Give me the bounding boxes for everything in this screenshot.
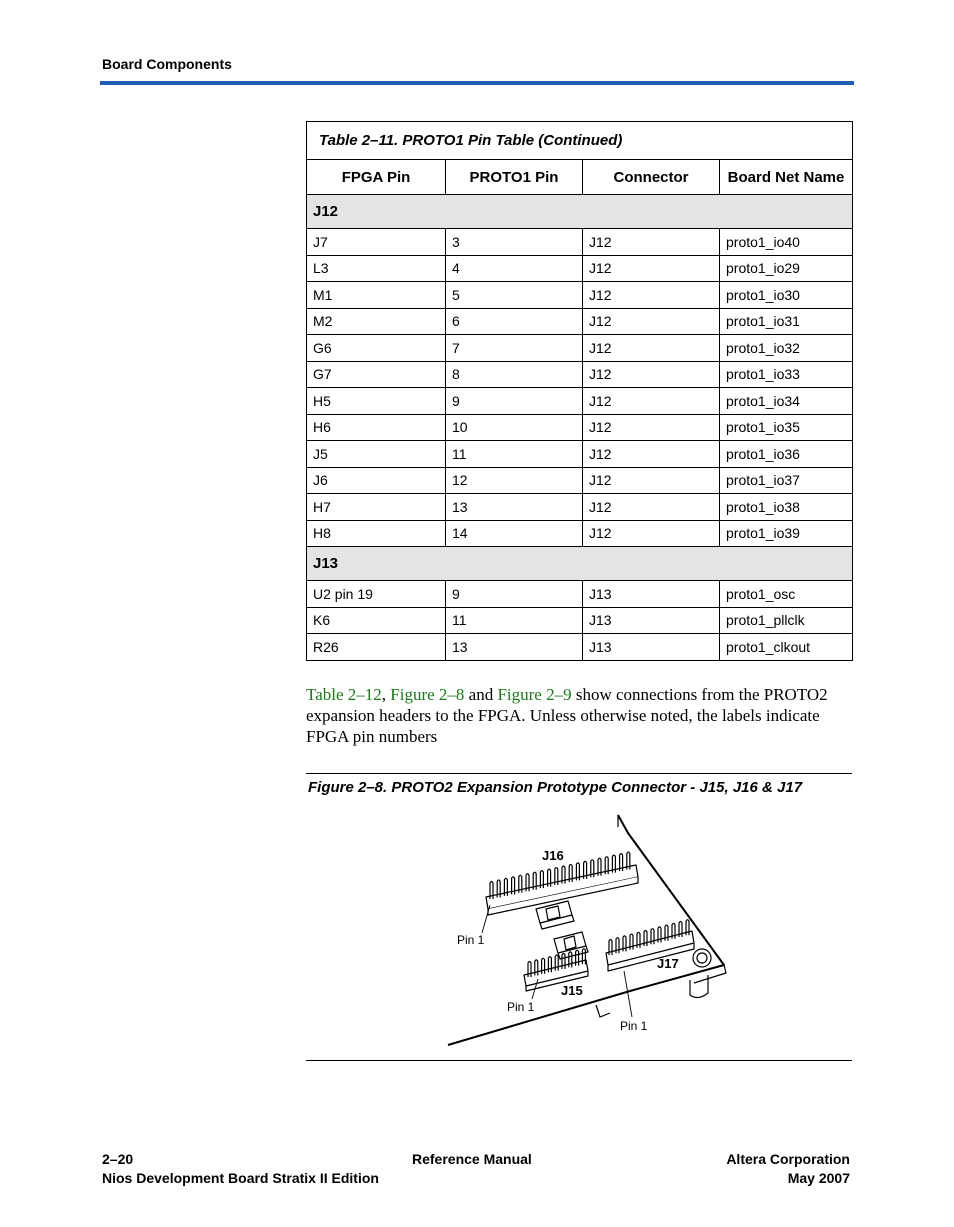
table-cell: proto1_clkout bbox=[720, 634, 853, 661]
paragraph-text: , bbox=[381, 685, 391, 704]
table-cell: J12 bbox=[583, 361, 720, 388]
document-type: Reference Manual bbox=[412, 1151, 532, 1167]
table-row bbox=[307, 607, 853, 634]
page-number: 2–20 bbox=[102, 1151, 134, 1167]
j17-header bbox=[606, 920, 694, 971]
table-cell: J12 bbox=[583, 441, 720, 468]
table-cell: proto1_io38 bbox=[720, 494, 853, 521]
j16-label: J16 bbox=[542, 848, 564, 863]
table-row bbox=[307, 414, 853, 441]
table-cell: J13 bbox=[583, 581, 720, 608]
table-cell: J12 bbox=[583, 494, 720, 521]
table-cell: proto1_io30 bbox=[720, 282, 853, 309]
section-header: Board Components bbox=[102, 56, 232, 72]
table-group-row bbox=[307, 547, 853, 581]
table-cell: G6 bbox=[307, 335, 446, 362]
table-cell: 14 bbox=[446, 520, 583, 547]
table-cell: K6 bbox=[307, 607, 446, 634]
table-cell: G7 bbox=[307, 361, 446, 388]
table-cell: proto1_io35 bbox=[720, 414, 853, 441]
figure-2-9-link[interactable]: Figure 2–9 bbox=[497, 685, 572, 704]
company-name: Altera Corporation bbox=[726, 1151, 850, 1167]
table-row bbox=[307, 229, 853, 256]
table-cell: R26 bbox=[307, 634, 446, 661]
table-row bbox=[307, 520, 853, 547]
proto2-connector-figure bbox=[306, 805, 852, 1055]
table-cell: 12 bbox=[446, 467, 583, 494]
table-cell: J6 bbox=[307, 467, 446, 494]
table-cell: 4 bbox=[446, 255, 583, 282]
table-row bbox=[307, 581, 853, 608]
paragraph-text: and bbox=[464, 685, 498, 704]
table-row bbox=[307, 388, 853, 415]
table-cell: 11 bbox=[446, 607, 583, 634]
table-cell: proto1_io33 bbox=[720, 361, 853, 388]
table-row bbox=[307, 335, 853, 362]
table-row bbox=[307, 467, 853, 494]
table-cell: M2 bbox=[307, 308, 446, 335]
mounting-hole bbox=[693, 949, 711, 967]
table-cell: 9 bbox=[446, 388, 583, 415]
publication-date: May 2007 bbox=[787, 1170, 850, 1186]
j17-label: J17 bbox=[657, 956, 679, 971]
paragraph-text: show connections from the PROTO2 expansion headers to the FPGA. Unless otherwise noted, the labels indicate FPGA pin numbers bbox=[306, 685, 828, 746]
table-row bbox=[307, 308, 853, 335]
table-cell: J13 bbox=[583, 634, 720, 661]
table-cell: 8 bbox=[446, 361, 583, 388]
table-cell: H7 bbox=[307, 494, 446, 521]
table-cell: J5 bbox=[307, 441, 446, 468]
figure-2-8-link[interactable]: Figure 2–8 bbox=[390, 685, 465, 704]
table-cell: 5 bbox=[446, 282, 583, 309]
table-cell: 6 bbox=[446, 308, 583, 335]
table-cell: H5 bbox=[307, 388, 446, 415]
table-cell: J12 bbox=[583, 520, 720, 547]
table-row bbox=[307, 361, 853, 388]
table-cell: J12 bbox=[583, 414, 720, 441]
table-cell: L3 bbox=[307, 255, 446, 282]
table-cell: J7 bbox=[307, 229, 446, 256]
table-row bbox=[307, 634, 853, 661]
table-row bbox=[307, 494, 853, 521]
table-cell: proto1_io32 bbox=[720, 335, 853, 362]
document-subtitle: Nios Development Board Stratix II Edition bbox=[102, 1170, 379, 1186]
column-header: PROTO1 Pin bbox=[446, 160, 583, 195]
table-cell: 9 bbox=[446, 581, 583, 608]
pin1-label: Pin 1 bbox=[620, 1019, 648, 1033]
table-cell: H8 bbox=[307, 520, 446, 547]
table-cell: J12 bbox=[583, 388, 720, 415]
group-label: J13 bbox=[307, 547, 853, 581]
figure-rule-bottom bbox=[306, 1060, 852, 1061]
table-cell: J12 bbox=[583, 335, 720, 362]
table-cell: 13 bbox=[446, 634, 583, 661]
table-cell: proto1_io39 bbox=[720, 520, 853, 547]
table-cell: 7 bbox=[446, 335, 583, 362]
body-paragraph bbox=[306, 684, 852, 747]
table-cell: J13 bbox=[583, 607, 720, 634]
table-2-12-link[interactable]: Table 2–12 bbox=[306, 685, 382, 704]
table-row bbox=[307, 282, 853, 309]
table-cell: H6 bbox=[307, 414, 446, 441]
table-cell: proto1_io29 bbox=[720, 255, 853, 282]
table-caption: Table 2–11. PROTO1 Pin Table (Continued) bbox=[307, 122, 853, 160]
header-rule bbox=[100, 81, 854, 85]
table-row bbox=[307, 441, 853, 468]
column-header: Connector bbox=[583, 160, 720, 195]
pin1-label: Pin 1 bbox=[507, 1000, 535, 1014]
table-cell: J12 bbox=[583, 229, 720, 256]
table-cell: J12 bbox=[583, 308, 720, 335]
table-group-row bbox=[307, 195, 853, 229]
table-cell: J12 bbox=[583, 255, 720, 282]
column-header: Board Net Name bbox=[720, 160, 853, 195]
column-header: FPGA Pin bbox=[307, 160, 446, 195]
j15-label: J15 bbox=[561, 983, 583, 998]
group-label: J12 bbox=[307, 195, 853, 229]
table-cell: proto1_io40 bbox=[720, 229, 853, 256]
table-cell: proto1_io36 bbox=[720, 441, 853, 468]
table-cell: proto1_io34 bbox=[720, 388, 853, 415]
figure-caption: Figure 2–8. PROTO2 Expansion Prototype Connector - J15, J16 & J17 bbox=[308, 779, 803, 796]
figure-rule-top bbox=[306, 773, 852, 774]
jumper-block-1 bbox=[536, 901, 574, 929]
table-cell: J12 bbox=[583, 282, 720, 309]
proto1-pin-table bbox=[306, 121, 853, 661]
table-cell: proto1_io31 bbox=[720, 308, 853, 335]
table-cell: M1 bbox=[307, 282, 446, 309]
pin1-label: Pin 1 bbox=[457, 933, 485, 947]
table-cell: proto1_pllclk bbox=[720, 607, 853, 634]
table-cell: proto1_io37 bbox=[720, 467, 853, 494]
table-cell: J12 bbox=[583, 467, 720, 494]
table-cell: 10 bbox=[446, 414, 583, 441]
table-cell: proto1_osc bbox=[720, 581, 853, 608]
footer-right bbox=[726, 1150, 850, 1188]
table-row bbox=[307, 255, 853, 282]
table-cell: U2 pin 19 bbox=[307, 581, 446, 608]
table-header-row bbox=[307, 160, 853, 195]
table-cell: 11 bbox=[446, 441, 583, 468]
table-cell: 13 bbox=[446, 494, 583, 521]
footer-left bbox=[102, 1150, 379, 1188]
table-cell: 3 bbox=[446, 229, 583, 256]
